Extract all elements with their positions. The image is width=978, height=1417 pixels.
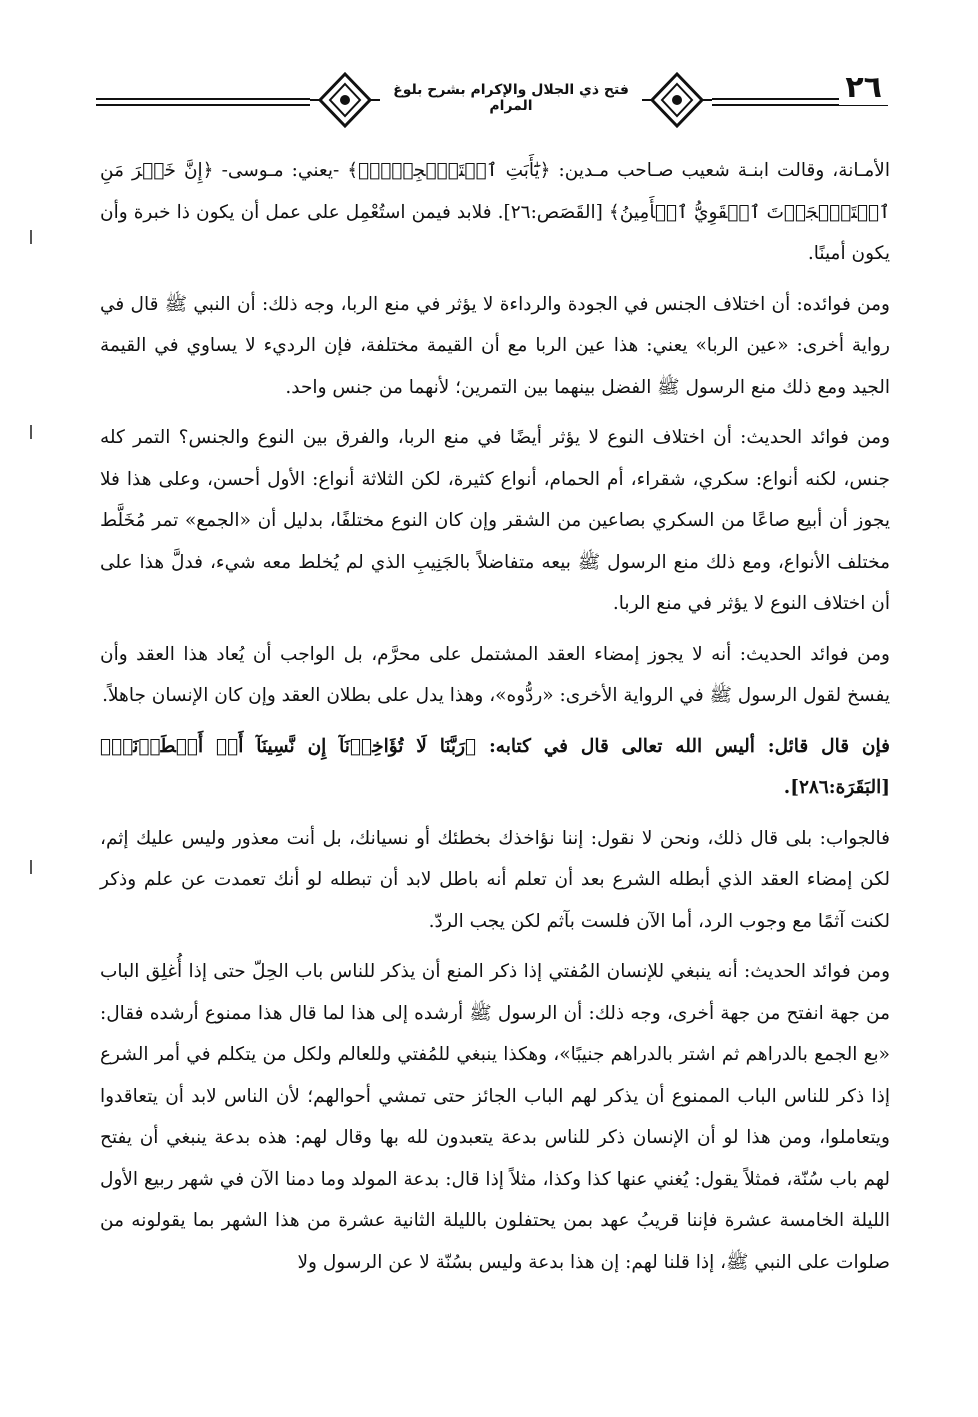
paragraph-2: ومن فوائده: أن اختلاف الجنس في الجودة والرداءة لا يؤثر في منع الربا، وجه ذلك: أن النبي ﷺ قال في رواية أخرى: «عين الربا» يعني: هذا عين الربا مع أن القيمة مختلفة، فإن الرديء لا يساوي في القيمة الجيد ومع ذلك منع الرسول ﷺ الفضل بينهما بين التمرين؛ لأنهما من جنس واحد. xyxy=(100,293,890,398)
paragraph-4: ومن فوائد الحديث: أنه لا يجوز إمضاء العقد المشتمل على محرَّم، بل الواجب أن يُعاد هذا العقد وأن يفسخ لقول الرسول ﷺ في الرواية الأخرى: «ردُّوه»، وهذا يدل على بطلان العقد وإن كان الإنسان جاهلاً. xyxy=(100,643,890,706)
answer-paragraph: فالجواب: بلى قال ذلك، ونحن لا نقول: إننا نؤاخذك بخطئك أو نسيانك، بل أنت معذور وليس عليك إثم، لكن إمضاء العقد الذي أبطله الشرع بعد أن تعلم أنه باطل لابد أن تبطله لو أنك تعمدت عن علم وذكر لكنت آثمًا مع وجوب الرد، أما الآن فلست بآثم لكن يجب الردّ. xyxy=(100,827,890,932)
page-body xyxy=(100,150,890,1292)
running-title: فتح ذي الجلال والإكرام بشرح بلوغ المرام xyxy=(380,78,642,118)
arabesque-ornament-icon xyxy=(310,70,380,130)
arabesque-ornament-icon xyxy=(642,70,712,130)
page-number: ٢٦ xyxy=(839,70,888,105)
margin-mark xyxy=(30,425,32,439)
question-line: فإن قال قائل: أليس الله تعالى قال في كتابه: ﴿رَبَّنَا لَا تُؤَاخِذۡنَآ إِن نَّسِينَآ أَوۡ أَخۡطَأۡنَاۚ﴾ [البَقَرَة:٢٨٦]. xyxy=(100,735,890,798)
margin-mark xyxy=(30,860,32,874)
paragraph-1: الأمـانة، وقالت ابنـة شعيب صـاحب مـدين: ﴿يَٰٓأَبَتِ ٱسۡتَـٔۡجِرۡهُۖ﴾ -يعني: مـوسى- ﴿إِنَّ خَيۡرَ مَنِ ٱسۡتَـٔۡجَرۡتَ ٱلۡقَوِيُّ ٱلۡأَمِينُ﴾ [القَصَص:٢٦]. فلابد فيمن استُعْمِل على عمل أن يكون ذا خبرة وأن يكون أمينًا. xyxy=(100,160,890,264)
margin-mark xyxy=(30,230,32,244)
paragraph-3: ومن فوائد الحديث: أن اختلاف النوع لا يؤثر أيضًا في منع الربا، والفرق بين النوع والجنس؟ التمر كله جنس، لكنه أنواع: سكري، شقراء، أم الحمام، أنواع كثيرة، لكن الثلاثة أنواع: الأول أحسن، وعلى هذا فلا يجوز أن أبيع صاعًا من السكري بصاعين من الشقر وإن كان النوع مختلفًا، بدليل أن «الجمع» تمر مُخَلَّط مختلف الأنواع، ومع ذلك منع الرسول ﷺ بيعه متفاضلاً بالجَنِيبِ الذي لم يُخلط معه شيء، فدلَّ هذا على أن اختلاف النوع لا يؤثر في منع الربا. xyxy=(100,427,890,614)
page-header xyxy=(96,68,888,138)
paragraph-7: ومن فوائد الحديث: أنه ينبغي للإنسان المُفتي إذا ذكر المنع أن يذكر للناس باب الحِلّ حتى إذا أُغلِق الباب من جهة انفتح من جهة أخرى، وجه ذلك: أن الرسول ﷺ أرشده إلى هذا لما قال هذا ممنوع أرشده فقال: «بع الجمع بالدراهم ثم اشتر بالدراهم جنيبًا»، وهكذا ينبغي للمُفتي وللعالم ولكل من يتكلم في أمر الشرع إذا ذكر للناس الباب الممنوع أن يذكر لهم الباب الجائز حتى تمشي أحوالهم؛ لأن الناس لابد أن يتعاقدوا ويتعاملوا، ومن هذا لو أن الإنسان ذكر للناس بدعة يتعبدون لله بها وقال لهم: هذه بدعة ينبغي أن يفتح لهم باب سُنّة، فمثلاً يقول: يُغني عنها كذا وكذا، مثلاً إذا قال: بدعة المولد وما دمنا الآن في شهر ربيع الأول الليلة الخامسة عشرة فإننا قريبُ عهد بمن يحتفلون بالليلة الثانية عشرة من هذا الشهر بما يقولونه من صلوات على النبي ﷺ، إذا قلنا لهم: إن هذا بدعة وليس بسُنّة لا عن الرسول ولا xyxy=(100,961,890,1273)
